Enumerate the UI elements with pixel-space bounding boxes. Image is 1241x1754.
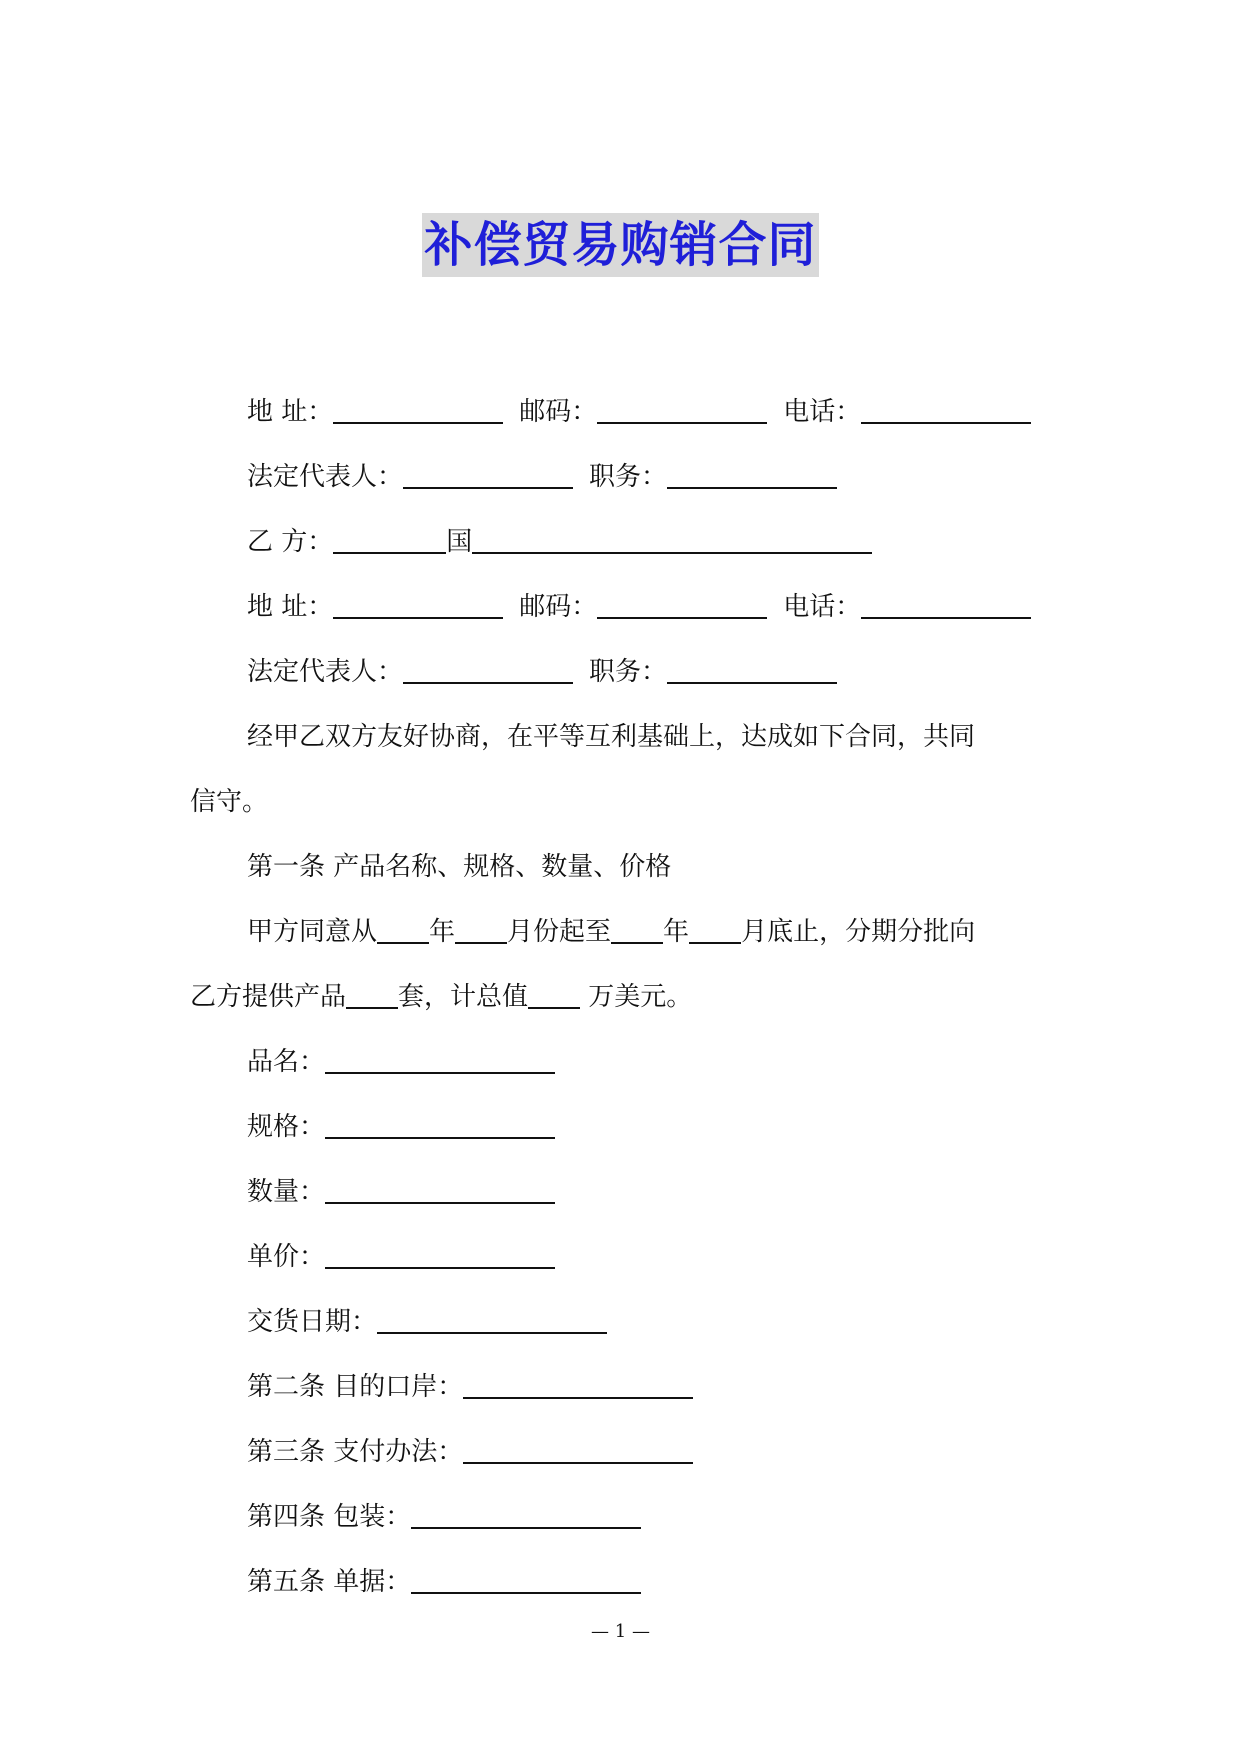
article-4-line [190, 1485, 1060, 1550]
article-1-heading-text: 第一条 产品名称、规格、数量、价格 [247, 852, 672, 882]
end-month-blank[interactable] [689, 916, 741, 944]
rep-blank[interactable] [403, 656, 573, 684]
spec-blank[interactable] [325, 1111, 555, 1139]
text-segment: 月份起至 [507, 917, 612, 947]
address-label: 地 址： [247, 397, 334, 427]
rep-label: 法定代表人： [247, 657, 404, 687]
party-a-address-line [190, 380, 1060, 445]
preamble-text-2: 信守。 [190, 787, 269, 817]
phone-blank[interactable] [861, 396, 1031, 424]
party-b-address-line [190, 575, 1060, 640]
position-label: 职务： [589, 462, 668, 492]
text-segment: 乙方提供产品 [190, 982, 347, 1012]
start-month-blank[interactable] [455, 916, 507, 944]
quantity-label: 数量： [247, 1177, 326, 1207]
article-1-heading [190, 835, 1060, 900]
address-blank[interactable] [333, 591, 503, 619]
rep-label: 法定代表人： [247, 462, 404, 492]
unit-price-blank[interactable] [325, 1241, 555, 1269]
text-segment: 月底止，分期分批向 [741, 917, 976, 947]
postcode-blank[interactable] [597, 591, 767, 619]
page-number: — 1 — [591, 1621, 650, 1642]
party-a-rep-line [190, 445, 1060, 510]
product-name-line [190, 1030, 1060, 1095]
delivery-date-line [190, 1290, 1060, 1355]
unit-price-label: 单价： [247, 1242, 326, 1272]
article-1-para-line-2 [190, 965, 1060, 1030]
text-segment: 万美元。 [580, 982, 693, 1012]
phone-blank[interactable] [861, 591, 1031, 619]
payment-method-blank[interactable] [463, 1436, 693, 1464]
position-blank[interactable] [667, 461, 837, 489]
article-4-label: 第四条 包装： [247, 1502, 412, 1532]
preamble-text-1: 经甲乙双方友好协商，在平等互利基础上，达成如下合同，共同 [247, 722, 976, 752]
party-b-rep-line [190, 640, 1060, 705]
sets-blank[interactable] [346, 981, 398, 1009]
postcode-label: 邮码： [519, 592, 598, 622]
article-2-label: 第二条 目的口岸： [247, 1372, 464, 1402]
text-segment: 年 [663, 917, 690, 947]
rep-blank[interactable] [403, 461, 573, 489]
postcode-blank[interactable] [597, 396, 767, 424]
party-b-country-blank[interactable] [472, 526, 872, 554]
article-2-line [190, 1355, 1060, 1420]
text-segment: 甲方同意从 [247, 917, 378, 947]
article-1-para-line-1 [190, 900, 1060, 965]
country-label: 国 [446, 527, 473, 557]
quantity-line [190, 1160, 1060, 1225]
product-name-label: 品名： [247, 1047, 326, 1077]
spec-label: 规格： [247, 1112, 326, 1142]
party-b-line [190, 510, 1060, 575]
article-5-line [190, 1550, 1060, 1615]
address-blank[interactable] [333, 396, 503, 424]
text-segment: 年 [429, 917, 456, 947]
phone-label: 电话： [783, 397, 862, 427]
product-name-blank[interactable] [325, 1046, 555, 1074]
address-label: 地 址： [247, 592, 334, 622]
documents-blank[interactable] [411, 1566, 641, 1594]
end-year-blank[interactable] [611, 916, 663, 944]
article-3-line [190, 1420, 1060, 1485]
text-segment: 套，计总值 [398, 982, 529, 1012]
postcode-label: 邮码： [519, 397, 598, 427]
party-b-label: 乙 方： [247, 527, 334, 557]
position-label: 职务： [589, 657, 668, 687]
contract-body [190, 380, 1060, 1615]
position-blank[interactable] [667, 656, 837, 684]
article-5-label: 第五条 单据： [247, 1567, 412, 1597]
preamble-line-1 [190, 705, 1060, 770]
document-title [0, 213, 1241, 277]
preamble-line-2 [190, 770, 1060, 835]
destination-port-blank[interactable] [463, 1371, 693, 1399]
unit-price-line [190, 1225, 1060, 1290]
phone-label: 电话： [783, 592, 862, 622]
article-3-label: 第三条 支付办法： [247, 1437, 464, 1467]
delivery-date-label: 交货日期： [247, 1307, 378, 1337]
delivery-date-blank[interactable] [377, 1306, 607, 1334]
packaging-blank[interactable] [411, 1501, 641, 1529]
quantity-blank[interactable] [325, 1176, 555, 1204]
start-year-blank[interactable] [377, 916, 429, 944]
total-value-blank[interactable] [528, 981, 580, 1009]
spec-line [190, 1095, 1060, 1160]
title-text: 补偿贸易购销合同 [422, 213, 818, 277]
party-b-name-blank[interactable] [333, 526, 446, 554]
